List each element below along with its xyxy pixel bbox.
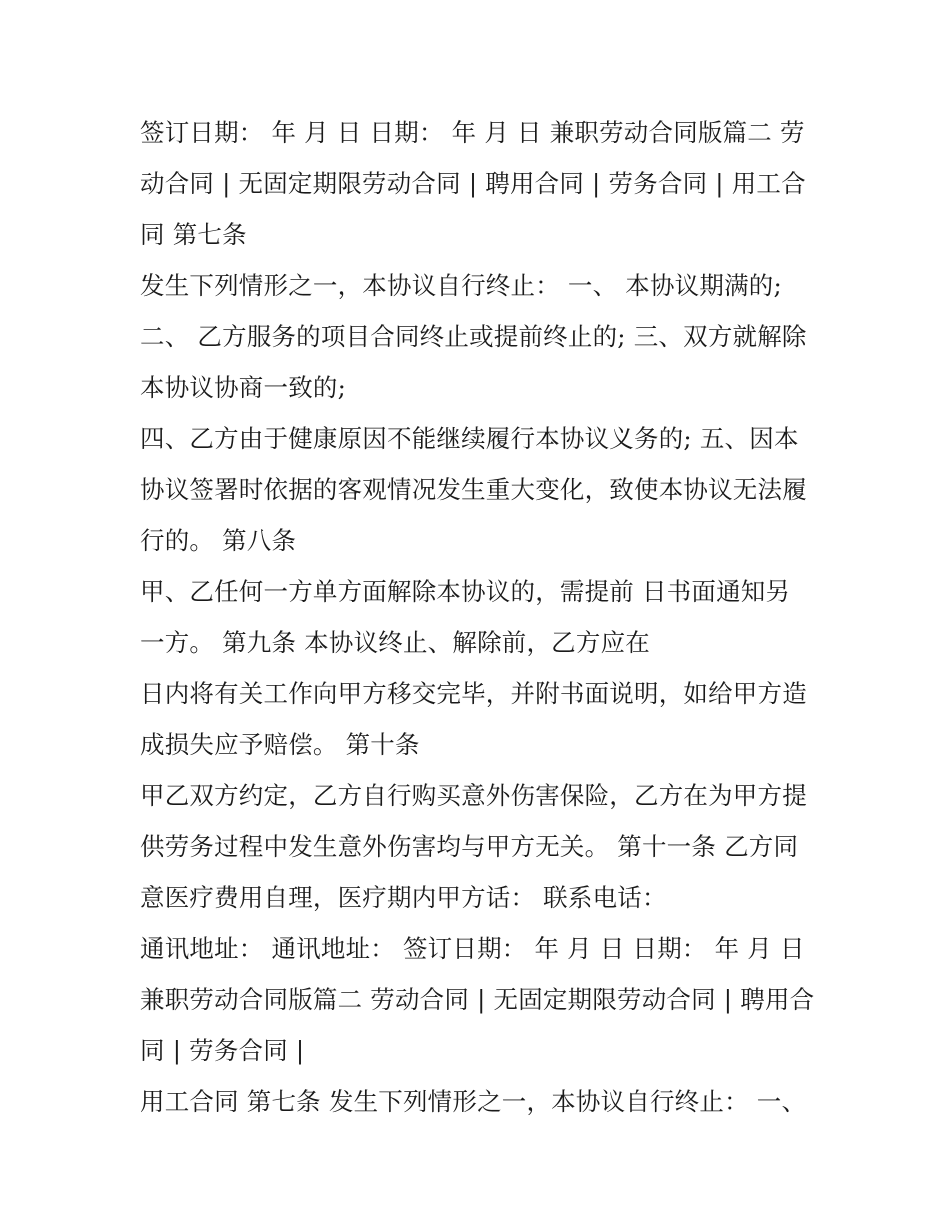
text-line: 兼职劳动合同版篇二 劳动合同 | 无固定期限劳动合同 | 聘用合 xyxy=(140,985,815,1014)
text-line: 二、 乙方服务的项目合同终止或提前终止的; 三、双方就解除 xyxy=(140,322,807,351)
text-line: 意医疗费用自理，医疗期内甲方话： 联系电话： xyxy=(140,883,667,912)
text-line: 同 第七条 xyxy=(140,220,247,249)
text-line: 同 | 劳务合同 | xyxy=(140,1036,305,1065)
text-line: 动合同 | 无固定期限劳动合同 | 聘用合同 | 劳务合同 | 用工合 xyxy=(140,169,806,198)
text-line: 成损失应予赔偿。 第十条 xyxy=(140,730,420,759)
text-line: 签订日期： 年 月 日 日期： 年 月 日 兼职劳动合同版篇二 劳 xyxy=(140,118,805,147)
text-line: 通讯地址： 通讯地址： 签订日期： 年 月 日 日期： 年 月 日 xyxy=(140,934,805,963)
text-line: 日内将有关工作向甲方移交完毕，并附书面说明，如给甲方造 xyxy=(140,679,807,708)
text-line: 本协议协商一致的; xyxy=(140,373,347,402)
text-line: 供劳务过程中发生意外伤害均与甲方无关。 第十一条 乙方同 xyxy=(140,832,799,861)
text-line: 行的。 第八条 xyxy=(140,526,297,555)
text-line: 发生下列情形之一，本协议自行终止： 一、 本协议期满的; xyxy=(140,271,782,300)
text-line: 甲乙双方约定，乙方自行购买意外伤害保险，乙方在为甲方提 xyxy=(140,781,807,810)
contract-text xyxy=(140,107,830,1127)
text-line: 用工合同 第七条 发生下列情形之一，本协议自行终止： 一、 xyxy=(140,1087,807,1116)
text-line: 甲、乙任何一方单方面解除本协议的，需提前 日书面通知另 xyxy=(140,577,791,606)
text-line: 协议签署时依据的客观情况发生重大变化，致使本协议无法履 xyxy=(140,475,807,504)
text-line: 四、乙方由于健康原因不能继续履行本协议义务的; 五、因本 xyxy=(140,424,799,453)
text-line: 一方。 第九条 本协议终止、解除前，乙方应在 xyxy=(140,628,650,657)
